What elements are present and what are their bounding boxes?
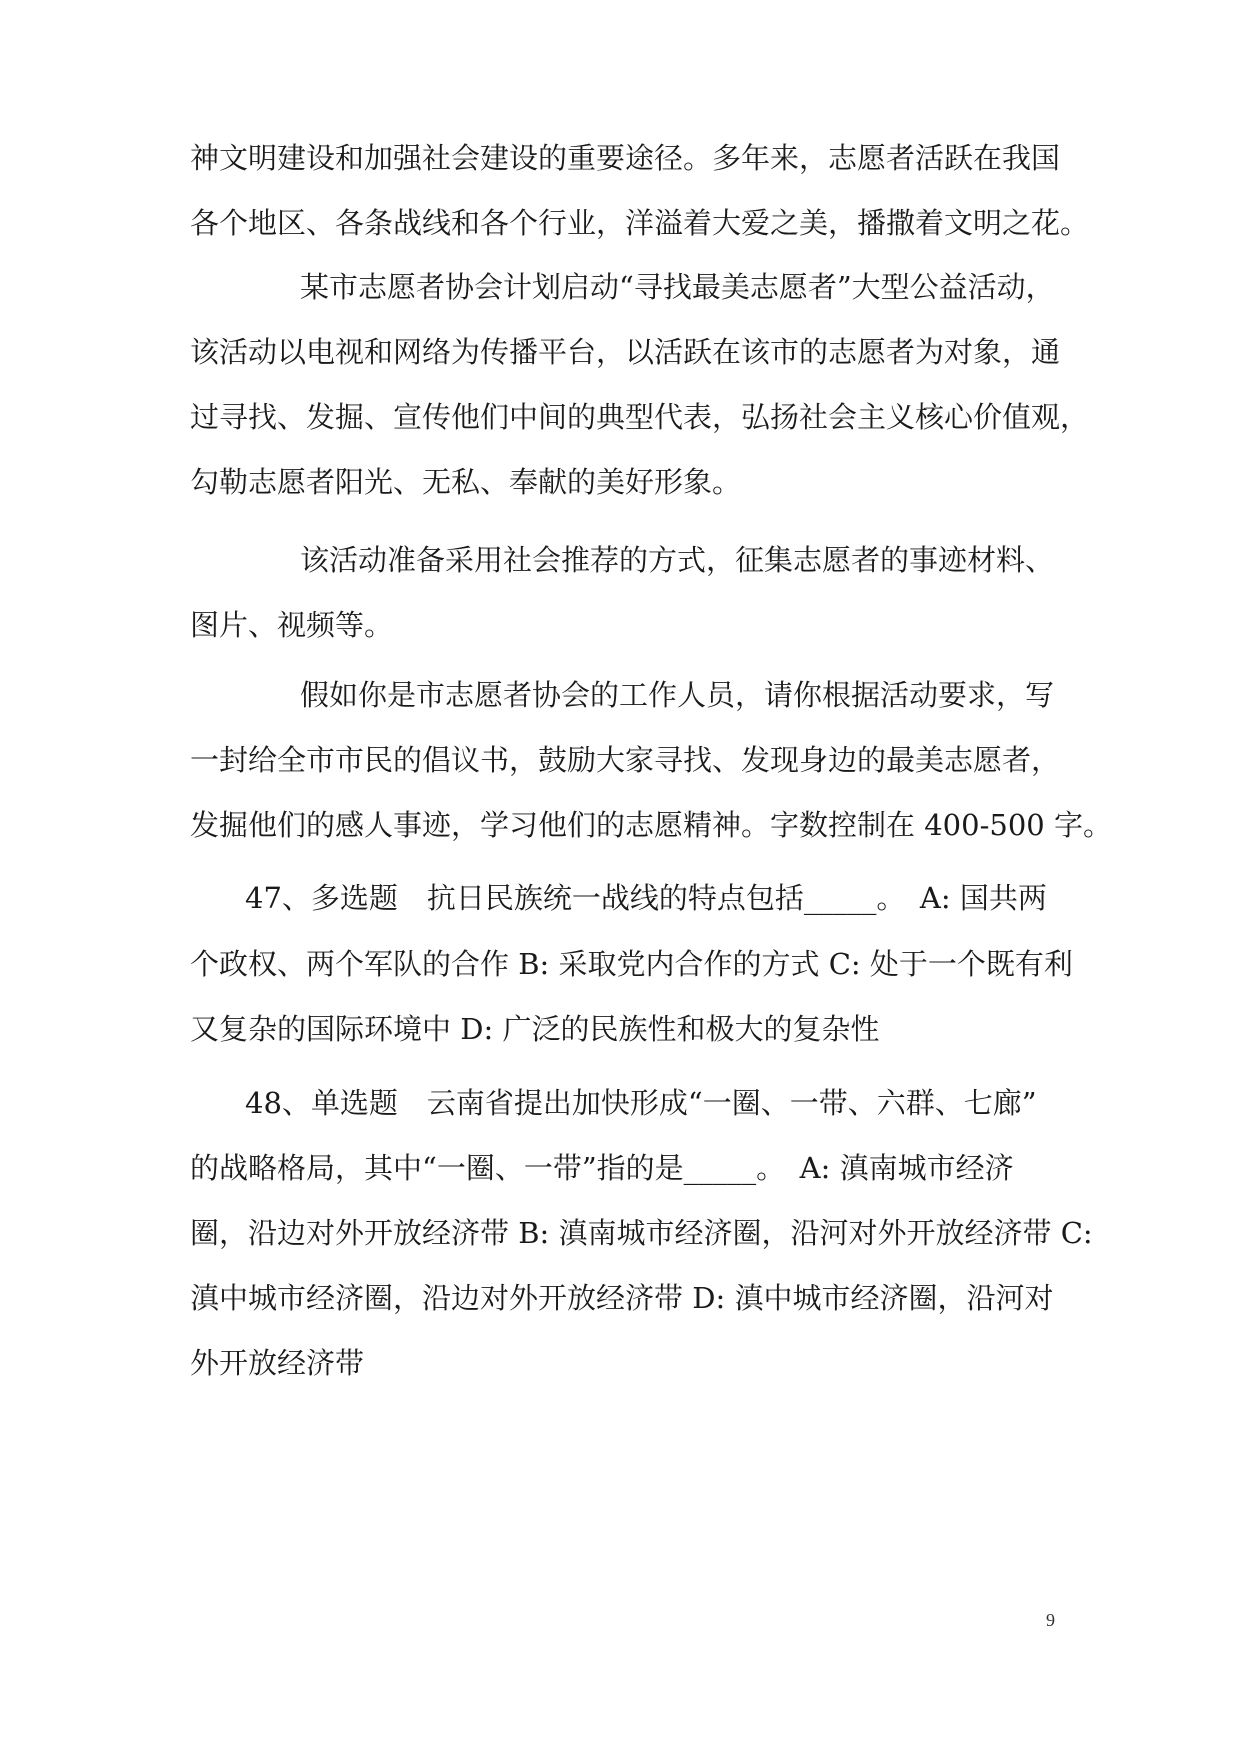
question-48-line: 圈，沿边对外开放经济带 B: 滇南城市经济圈，沿河对外开放经济带 C: (190, 1216, 1093, 1250)
text-line: 勾勒志愿者阳光、无私、奉献的美好形象。 (190, 465, 742, 499)
text-line: 某市志愿者协会计划启动“寻找最美志愿者”大型公益活动， (300, 270, 1055, 304)
text-line: 假如你是市志愿者协会的工作人员，请你根据活动要求，写 (300, 678, 1055, 712)
question-47-line: 个政权、两个军队的合作 B: 采取党内合作的方式 C: 处于一个既有利 (190, 947, 1073, 981)
question-47-line: 47、多选题 抗日民族统一战线的特点包括_____。 A: 国共两 (245, 881, 1047, 915)
question-47-line: 又复杂的国际环境中 D: 广泛的民族性和极大的复杂性 (190, 1012, 880, 1046)
text-line: 图片、视频等。 (190, 608, 394, 642)
text-line: 过寻找、发掘、宣传他们中间的典型代表，弘扬社会主义核心价值观， (190, 400, 1090, 434)
text-line: 发掘他们的感人事迹，学习他们的志愿精神。字数控制在 400-500 字。 (190, 808, 1112, 842)
text-line: 神文明建设和加强社会建设的重要途径。多年来，志愿者活跃在我国 (190, 141, 1061, 175)
page-number: 9 (1046, 1610, 1055, 1630)
text-line: 各个地区、各条战线和各个行业，洋溢着大爱之美，播撒着文明之花。 (190, 206, 1090, 240)
question-48-line: 外开放经济带 (190, 1346, 365, 1380)
text-line: 该活动以电视和网络为传播平台，以活跃在该市的志愿者为对象，通 (190, 335, 1061, 369)
text-line: 该活动准备采用社会推荐的方式，征集志愿者的事迹材料、 (300, 543, 1055, 577)
question-48-line: 滇中城市经济圈，沿边对外开放经济带 D: 滇中城市经济圈，沿河对 (190, 1281, 1054, 1315)
question-48-line: 48、单选题 云南省提出加快形成“一圈、一带、六群、七廊” (245, 1086, 1037, 1120)
text-line: 一封给全市市民的倡议书，鼓励大家寻找、发现身边的最美志愿者， (190, 743, 1061, 777)
question-48-line: 的战略格局，其中“一圈、一带”指的是_____。 A: 滇南城市经济 (190, 1151, 1014, 1185)
